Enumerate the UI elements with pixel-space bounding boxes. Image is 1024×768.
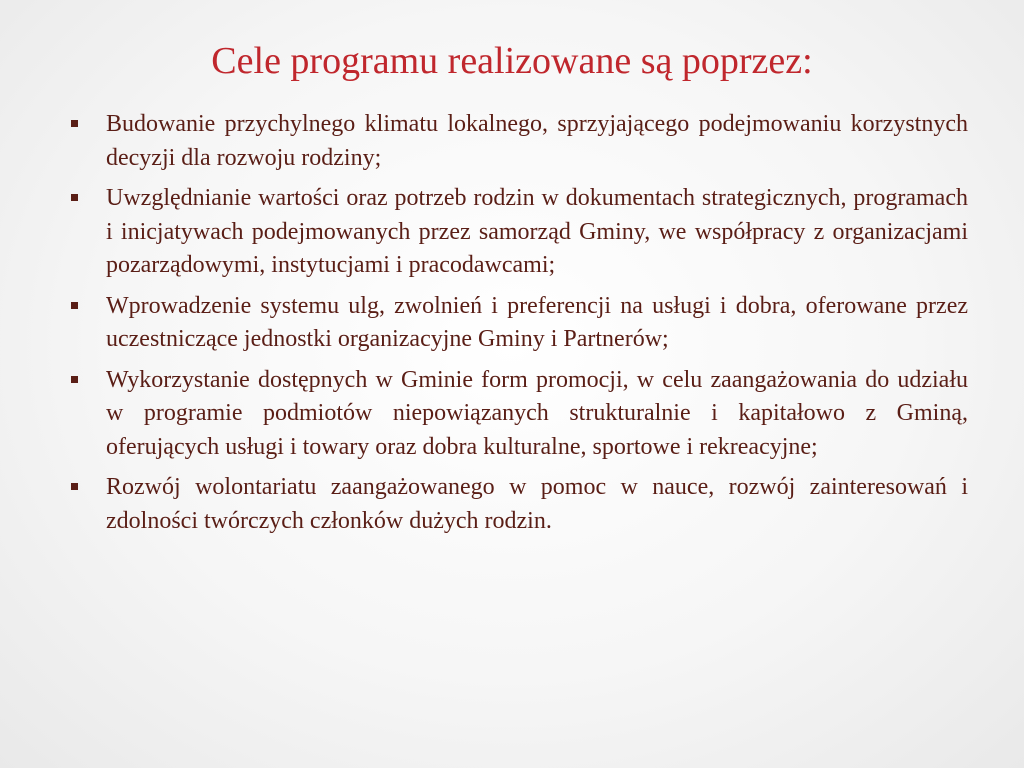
bullet-list — [68, 108, 968, 545]
bullet-text: Rozwój wolontariatu zaangażowanego w pomoc w nauce, rozwój zainteresowań i zdolności twórczych członków dużych rodzin. — [106, 474, 968, 534]
square-bullet-icon — [71, 483, 78, 490]
bullet-text: Wprowadzenie systemu ulg, zwolnień i preferencji na usługi i dobra, oferowane przez uczestniczące jednostki organizacyjne Gminy i Partnerów; — [106, 292, 968, 352]
square-bullet-icon — [71, 376, 78, 383]
bullet-item — [68, 364, 968, 465]
slide-title: Cele programu realizowane są poprzez: — [211, 40, 813, 82]
square-bullet-icon — [71, 302, 78, 309]
bullet-item — [68, 471, 968, 538]
bullet-item — [68, 182, 968, 283]
square-bullet-icon — [71, 120, 78, 127]
bullet-item — [68, 290, 968, 357]
bullet-text: Budowanie przychylnego klimatu lokalnego, sprzyjającego podejmowaniu korzystnych decyzji dla rozwoju rodziny; — [106, 111, 968, 171]
bullet-text: Uwzględnianie wartości oraz potrzeb rodzin w dokumentach strategicznych, programach i inicjatywach podejmowanych przez samorząd Gminy, we współpracy z organizacjami pozarządowymi, instytucjami i pracodawcami; — [106, 185, 968, 278]
bullet-text: Wykorzystanie dostępnych w Gminie form promocji, w celu zaangażowania do udziału w programie podmiotów niepowiązanych strukturalnie i kapitałowo z Gminą, oferujących usługi i towary oraz dobra kulturalne, sportowe i rekreacyjne; — [106, 366, 968, 460]
bullet-item — [68, 108, 968, 175]
square-bullet-icon — [71, 194, 78, 201]
